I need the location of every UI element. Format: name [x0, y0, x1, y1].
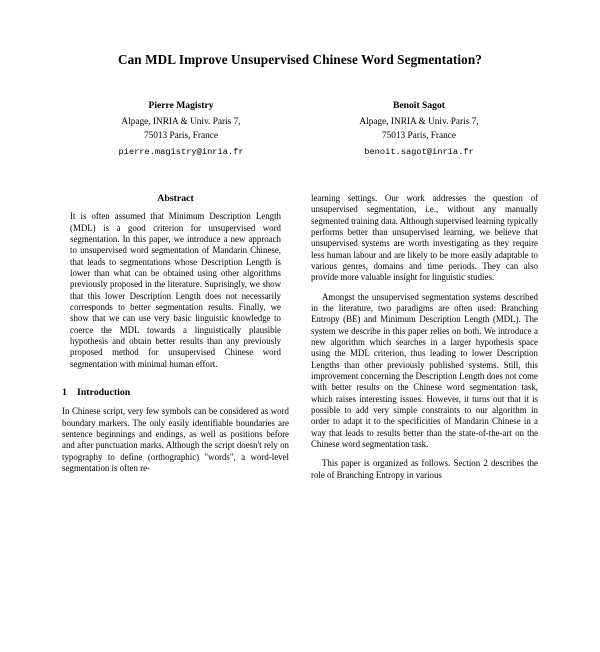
author-2 [300, 99, 538, 159]
left-column [62, 193, 289, 481]
right-paragraph-1: learning settings. Our work addresses the question of unsupervised segmentation, i.e., without any manually segmented training data. Although supervised learning typically performs better than unsupervised learning, we believe that unsupervised systems are worth investigating as they require less human labour and are likely to be more easily adaptable to various genres, domains and time periods. They can also provide more valuable insight for linguistic studies. [311, 192, 538, 283]
section-1-number: 1 [62, 386, 67, 398]
author-1 [62, 99, 300, 159]
author-block [62, 99, 538, 159]
author-1-name: Pierre Magistry [148, 100, 214, 111]
page-title: Can MDL Improve Unsupervised Chinese Word Segmentation? [117, 52, 483, 67]
right-paragraph-3: This paper is organized as follows. Section 2 describes the role of Branching Entropy in various [311, 458, 538, 480]
section-1-paragraph-1: In Chinese script, very few symbols can be considered as word boundary markers. The only easily identifiable boundaries are sentence beginnings and endings, as well as positions before and after punctuation marks. Although the script doesn't rely on typography to define (orthographic) "words", a word-level segmentation is often re- [62, 406, 289, 474]
author-2-name: Benoît Sagot [393, 100, 445, 111]
abstract-heading: Abstract [157, 192, 194, 204]
abstract-body [62, 211, 289, 370]
section-1-title: Introduction [77, 386, 131, 398]
author-2-email: benoit.sagot@inria.fr [364, 146, 474, 157]
right-paragraph-2: Amongst the unsupervised segmentation systems described in the literature, two paradigms are often used: Branching Entropy (BE) and Minimum Description Length (MDL). The system we describe in this paper relies on both. We introduce a new algorithm which searches in a larger hypothesis space using the MDL criterion, thus leading to lower Description Lengths than other previously published systems. Still, this improvement concerning the Description Length does not come with better results on the Chinese word segmentation task, which raises interesting issues. However, it turns out that it is possible to add very simple constraints to our algorithm in order to adapt it to the specificities of Mandarin Chinese in a way that leads to results better than the state-of-the-art on the Chinese word segmentation task. [311, 291, 538, 450]
body-columns [62, 193, 538, 481]
right-column [311, 193, 538, 481]
author-1-affiliation-line1: Alpage, INRIA & Univ. Paris 7, [121, 117, 241, 128]
author-2-affiliation-line2: 75013 Paris, France [381, 131, 457, 142]
section-1-body [62, 406, 289, 474]
section-1-heading [62, 387, 289, 398]
paper-page [0, 52, 600, 652]
author-1-affiliation-line2: 75013 Paris, France [143, 131, 219, 142]
abstract-paragraph: It is often assumed that Minimum Description Length (MDL) is a good criterion for unsupervised word segmentation. In this paper, we introduce a new approach to unsupervised word segmentation of Mandarin Chinese, that leads to segmentations whose Description Length is lower than what can be obtained using other algorithms previously proposed in the literature. Suprisingly, we show that this lower Description Length does not necessarily corresponds to better segmentation results. Finally, we show that we can use very basic linguistic knowledge to coerce the MDL towards a linguistically plausible hypothesis and obtain better results than any previously proposed method for unsupervised Chinese word segmentation with minimal human effort. [70, 211, 281, 369]
author-1-email: pierre.magistry@inria.fr [118, 146, 244, 157]
author-2-affiliation-line1: Alpage, INRIA & Univ. Paris 7, [359, 117, 479, 128]
